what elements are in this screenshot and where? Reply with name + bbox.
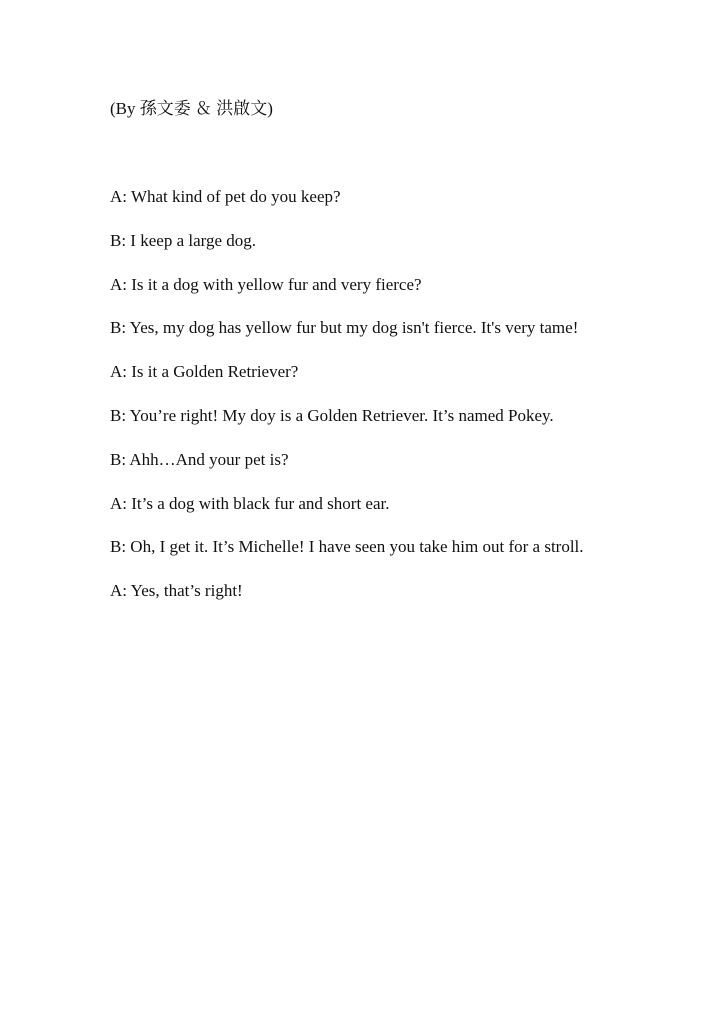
- dialogue-line: A: Yes, that’s right!: [110, 581, 243, 601]
- dialogue-line: A: Is it a Golden Retriever?: [110, 362, 299, 382]
- dialogue-line: A: It’s a dog with black fur and short ear.: [110, 493, 390, 513]
- dialogue-line: B: I keep a large dog.: [110, 230, 257, 250]
- dialogue-line: B: You’re right! My doy is a Golden Retriever. It’s named Pokey.: [110, 405, 554, 425]
- dialogue-line: B: Oh, I get it. It’s Michelle! I have seen you take him out for a stroll.: [110, 537, 584, 557]
- dialogue-list: [110, 186, 700, 624]
- dialogue-line: A: Is it a dog with yellow fur and very fierce?: [110, 274, 422, 294]
- dialogue-line: A: What kind of pet do you keep?: [110, 187, 341, 206]
- dialogue-line: B: Ahh…And your pet is?: [110, 449, 289, 469]
- dialogue-line: B: Yes, my dog has yellow fur but my dog isn't fierce. It's very tame!: [110, 318, 579, 338]
- author-byline: (By 孫文委 ＆ 洪啟文): [110, 99, 273, 118]
